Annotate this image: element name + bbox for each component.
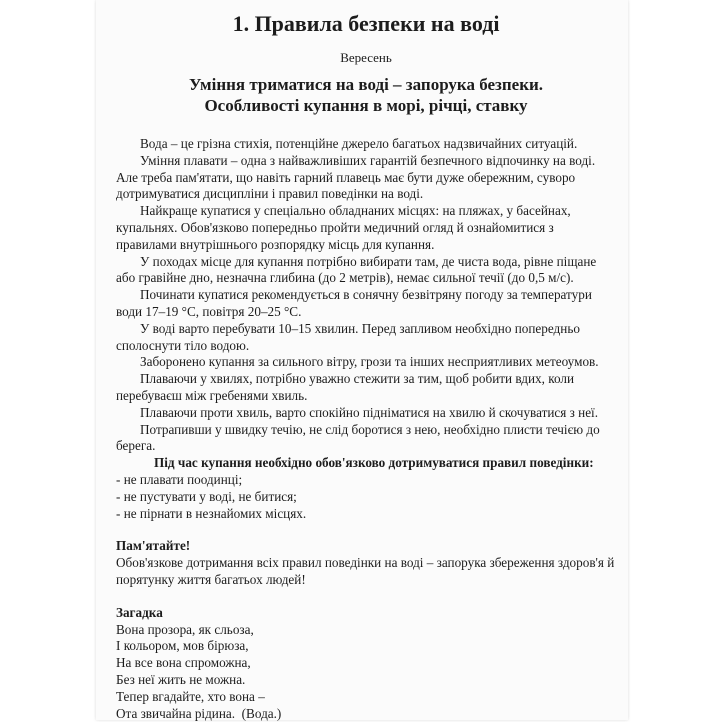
document-title: 1. Правила безпеки на воді [116,10,616,38]
lesson-subtitle [116,74,616,116]
month-label: Вересень [116,50,616,66]
subtitle-line-1: Уміння триматися на воді – запорука безпеки. [116,74,616,95]
paragraph: Заборонено купання за сильного вітру, грози та інших несприятливих метеоумов. [116,354,616,371]
remember-heading: Пам'ятайте! [116,538,616,555]
spacer [116,522,616,538]
riddle-heading: Загадка [116,605,616,622]
paragraph: Починати купатися рекомендується в сонячну безвітряну погоду за температури води 17–19 °С, повітря 20–25 °С. [116,287,616,321]
document-content [116,10,616,722]
paragraph: Найкраще купатися у спеціально обладнаних місцях: на пляжах, у басейнах, купальнях. Обов'язково попередньо пройти медичний огляд й ознайомитися з правилами внутрішнього розпорядку місць для купання. [116,203,616,253]
paragraph: У воді варто перебувати 10–15 хвилин. Перед запливом необхідно попередньо сполоснути тіло водою. [116,321,616,355]
rule-item: - не пірнати в незнайомих місцях. [116,506,616,523]
rule-item: - не пустувати у воді, не битися; [116,489,616,506]
riddle-line: Ота звичайна рідина. (Вода.) [116,706,616,722]
subtitle-line-2: Особливості купання в морі, річці, ставку [116,95,616,116]
riddle-line: Тепер вгадайте, хто вона – [116,689,616,706]
paragraph: Вода – це грізна стихія, потенційне джерело багатьох надзвичайних ситуацій. [116,136,616,153]
spacer [116,589,616,605]
riddle-line: Без неї жить не можна. [116,672,616,689]
paragraph: Потрапивши у швидку течію, не слід боротися з нею, необхідно плисти течією до берега. [116,422,616,456]
rule-item: - не плавати поодинці; [116,472,616,489]
document-page [96,0,628,720]
rules-heading: Під час купання необхідно обов'язково дотримуватися правил поведінки: [116,455,616,472]
riddle-line: Вона прозора, як сльоза, [116,622,616,639]
paragraph: У походах місце для купання потрібно вибирати там, де чиста вода, рівне піщане або гравійне дно, незначна глибина (до 2 метрів), немає сильної течії (до 0,5 м/с). [116,254,616,288]
body-text [116,136,616,722]
paragraph: Плаваючи проти хвиль, варто спокійно підніматися на хвилю й скочуватися з неї. [116,405,616,422]
paragraph: Уміння плавати – одна з найважливіших гарантій безпечного відпочинку на воді. Але треба пам'ятати, що навіть гарний плавець має бути дуже обережним, суворо дотримуватися дисципліни і правил поведінки на воді. [116,153,616,203]
remember-text: Обов'язкове дотримання всіх правил поведінки на воді – запорука збереження здоров'я й порятунку життя багатьох людей! [116,555,616,589]
riddle-line: На все вона спроможна, [116,655,616,672]
paragraph: Плаваючи у хвилях, потрібно уважно стежити за тим, щоб робити вдих, коли перебуваєш між гребенями хвиль. [116,371,616,405]
riddle-line: І кольором, мов бірюза, [116,638,616,655]
